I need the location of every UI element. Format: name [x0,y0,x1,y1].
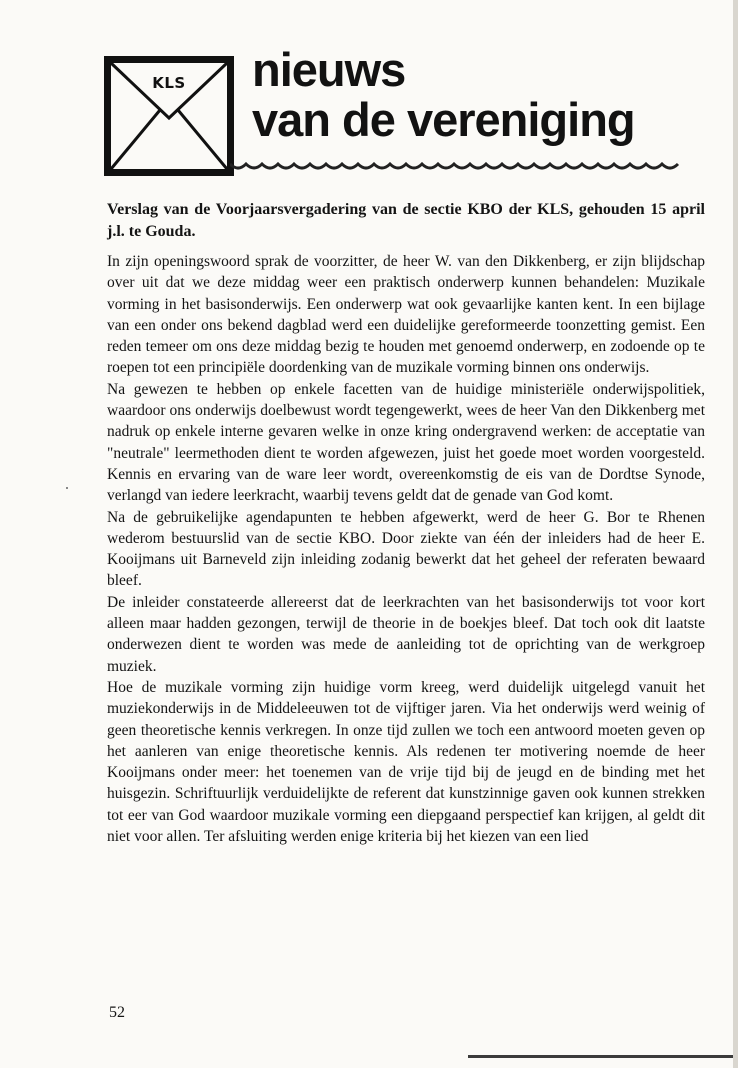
page-edge [733,0,738,1068]
title-line-1: nieuws [252,43,406,96]
paragraph: Na gewezen te hebben op enkele facetten van de huidige ministeriële onderwijspolitiek, waardoor ons onderwijs doelbewust wordt tegengewerkt, wees de heer Van den Dikkenberg met nadruk op enkele interne gevaren welke in onze kring ondergravend werken: de acceptatie van "neutrale" leermethoden dient te worden afgewezen, juist het goede moet worden voorgesteld. Kennis en ervaring van de ware leer wordt, overeenkomstig de eis van de Dordtse Synode, verlangd van iedere leerkracht, waarbij tevens geldt dat de genade van God komt. [107,380,705,505]
article-subtitle: Verslag van de Voorjaarsvergadering van de sectie KBO der KLS, gehouden 15 april j.l. te Gouda. [107,201,705,240]
print-speck [66,487,68,489]
title-line-2: van de vereniging [252,93,635,146]
kls-envelope-logo [104,56,234,176]
paragraph: De inleider constateerde allereerst dat de leerkrachten van het basisonderwijs tot voor kort alleen maar hadden gezongen, terwijl de theorie in de boekjes bleef. Dat toch ook dit laatste onderwezen dient te worden was mede de aanleiding tot de oprichting van de werkgroep muziek. [107,593,705,675]
paragraph: Hoe de muzikale vorming zijn huidige vorm kreeg, werd duidelijk uitgelegd vanuit het muziekonderwijs in de Middeleeuwen tot de vijftiger jaren. Via het onderwijs werd weinig of geen theoretische kennis verkregen. In onze tijd zullen we toch een antwoord moeten geven op het aanleren van enige theoretische kennis. Als redenen ter motivering noemde de heer Kooijmans onder meer: het toenemen van de vrije tijd bij de jeugd en de binding met het huisgezin. Schriftuurlijk verduidelijkte de referent dat kunstzinnige gaven ook kunnen strekken tot eer van God waardoor muzikale vorming een diepgaand perspectief kan krijgen, al geldt dit niet voor allen. Ter afsluiting werden enige kriteria bij het kiezen van een lied [107,678,705,846]
page-number: 52 [109,1004,125,1021]
article-body [107,251,705,847]
logo-text: KLS [152,74,186,92]
page-title [252,43,635,146]
paragraph: Na de gebruikelijke agendapunten te hebben afgewerkt, werd de heer G. Bor te Rhenen wederom bestuurslid van de sectie KBO. Door ziekte van één der inleiders had de heer E. Kooijmans uit Barneveld zijn inleiding zodanig bewerkt dat het geheel der referaten bewaard bleef. [107,508,705,590]
wavy-underline [230,160,682,174]
paragraph: In zijn openingswoord sprak de voorzitter, de heer W. van den Dikkenberg, er zijn blijdschap over uit dat we deze middag weer een praktisch onderwerp kunnen behandelen: Muzikale vorming in het basisonderwijs. Een onderwerp wat ook gevaarlijke kanten kent. In een bijlage van een onder ons bekend dagblad werd een duidelijke gereformeerde toonzetting gemist. Een reden temeer om ons deze middag bezig te houden met genoemd onderwerp, en zodoende op te roepen tot een principiële doordenking van de muzikale vorming binnen ons onderwijs. [107,253,705,377]
bottom-rule [468,1055,733,1058]
